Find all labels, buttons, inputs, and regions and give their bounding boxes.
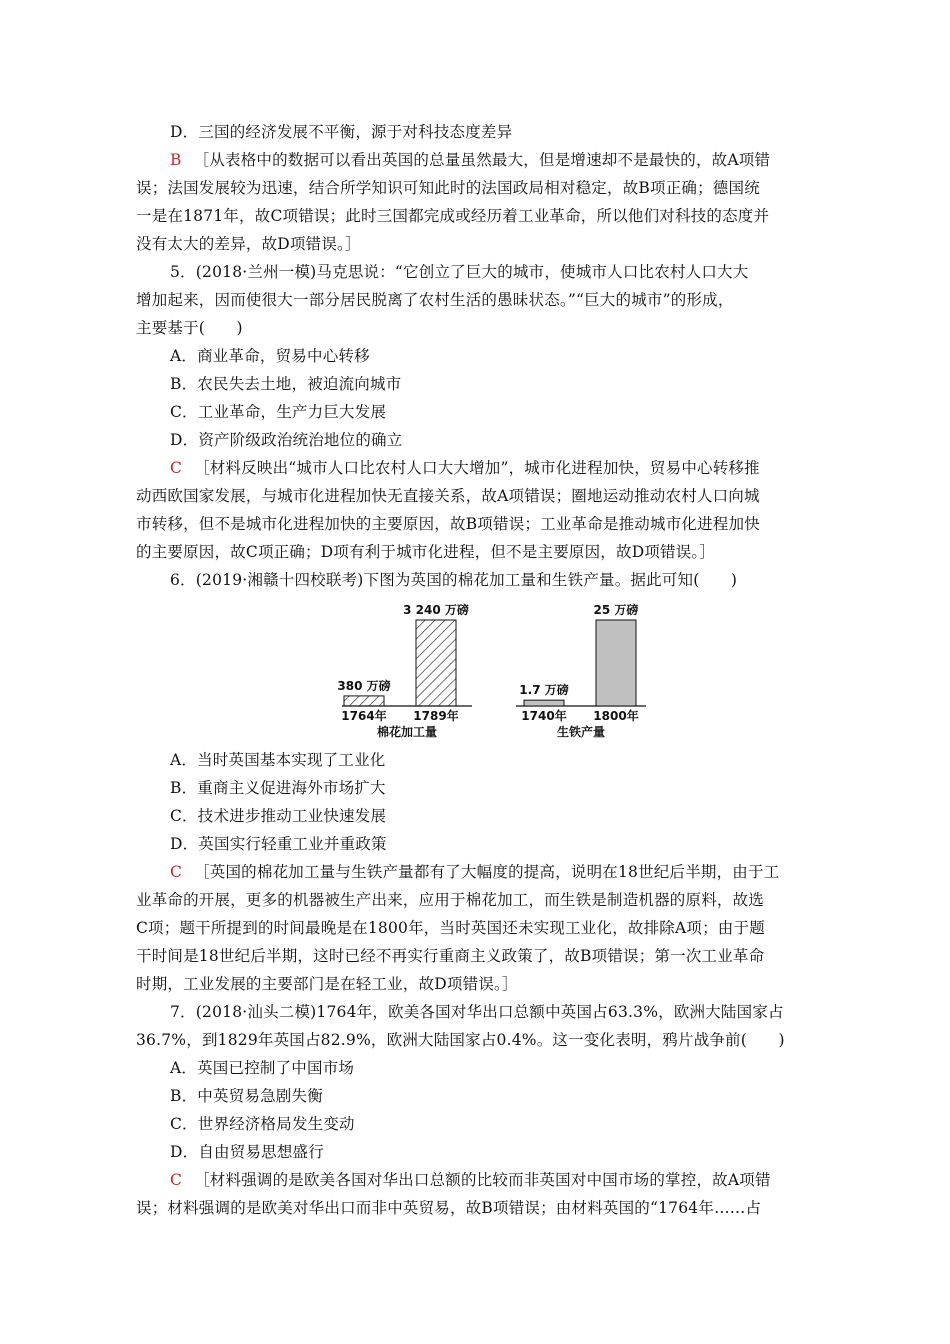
q4-option-d: D．三国的经济发展不平衡，源于对科技态度差异	[170, 123, 513, 141]
q4-explanation-line: B ［从表格中的数据可以看出英国的总量虽然最大，但是增速却不是最快的，故A项错	[170, 151, 771, 169]
q6-stem: 6．(2019·湘赣十四校联考)下图为英国的棉花加工量和生铁产量。据此可知( )	[170, 571, 738, 589]
q5-explanation-line: C ［材料反映出“城市人口比农村人口大大增加”，城市化进程加快，贸易中心转移推	[170, 459, 760, 477]
q7-option: D．自由贸易思想盛行	[170, 1143, 324, 1161]
q5-explanation-line: 市转移，但不是城市化进程加快的主要原因，故B项错误；工业革命是推动城市化进程加快	[136, 515, 760, 533]
q6-answer: C	[170, 863, 183, 881]
q6-option: B．重商主义促进海外市场扩大	[170, 779, 386, 797]
q7-stem-line: 7．(2018·汕头二模)1764年，欧美各国对华出口总额中英国占63.3%，欧洲大陆国家占	[170, 1003, 784, 1021]
q5-stem-line: 5．(2018·兰州一模)马克思说：“它创立了巨大的城市，使城市人口比农村人口大大	[170, 263, 749, 281]
q6-option: D．英国实行轻重工业并重政策	[170, 835, 387, 853]
cotton-value-label-1764: 380 万磅	[337, 678, 391, 693]
q4-explanation-line: 误；法国发展较为迅速，结合所学知识可知此时的法国政局相对稳定，故B项正确；德国统	[136, 179, 760, 197]
cotton-tick-1764: 1764年	[341, 709, 387, 723]
q6-explanation-line: C ［英国的棉花加工量与生铁产量都有了大幅度的提高，说明在18世纪后半期，由于工	[170, 863, 780, 881]
q7-answer: C	[170, 1171, 183, 1189]
iron-tick-1800: 1800年	[593, 709, 639, 723]
q6-option: A．当时英国基本实现了工业化	[170, 751, 386, 769]
q6-figure	[330, 596, 660, 746]
q5-explanation-line: 的主要原因，故C项正确；D项有利于城市化进程，但不是主要原因，故D项错误。］	[136, 543, 716, 561]
cotton-tick-1789: 1789年	[413, 709, 459, 723]
iron-chart-title: 生铁产量	[556, 725, 606, 739]
q7-option: B．中英贸易急剧失衡	[170, 1087, 323, 1105]
q5-option: B．农民失去土地，被迫流向城市	[170, 375, 402, 393]
cotton-chart-title: 棉花加工量	[376, 725, 438, 739]
q6-option: C．技术进步推动工业快速发展	[170, 807, 387, 825]
q7-explanation-line: 误；材料强调的是欧美对华出口而非中英贸易，故B项错误；由材料英国的“1764年……占	[136, 1199, 762, 1217]
q5-answer: C	[170, 459, 183, 477]
iron-chart	[516, 602, 646, 739]
cotton-bar-1764	[344, 696, 384, 706]
q7-option: A．英国已控制了中国市场	[170, 1059, 355, 1077]
q6-explanation-line: 干时间是18世纪后半期，这时已经不再实行重商主义政策了，故B项错误；第一次工业革命	[136, 947, 765, 965]
cotton-value-label-1789: 3 240 万磅	[403, 603, 469, 617]
q5-stem-line: 增加起来，因而使很大一部分居民脱离了农村生活的愚昧状态。”“巨大的城市”的形成，	[136, 291, 734, 309]
cotton-chart	[337, 602, 472, 739]
iron-bar-1800	[596, 620, 636, 706]
q5-option: A．商业革命，贸易中心转移	[170, 347, 370, 365]
iron-tick-1740: 1740年	[521, 709, 567, 723]
q5-explanation-line: 动西欧国家发展，与城市化进程加快无直接关系，故A项错误；圈地运动推动农村人口向城	[136, 487, 760, 505]
q6-explanation-line: C项；题干所提到的时间最晚是在1800年，当时英国还未实现工业化，故排除A项；由于题	[136, 919, 765, 937]
q7-option: C．世界经济格局发生变动	[170, 1115, 355, 1133]
q7-explanation-line: C ［材料强调的是欧美各国对华出口总额的比较而非英国对中国市场的掌控，故A项错	[170, 1171, 771, 1189]
q4-explanation-line: 没有太大的差异，故D项错误。］	[136, 235, 361, 253]
q5-stem-line: 主要基于( )	[136, 319, 243, 337]
iron-bar-1740	[524, 700, 564, 706]
q7-stem-line: 36.7%，到1829年英国占82.9%，欧洲大陆国家占0.4%。这一变化表明，鸦片战争前( )	[136, 1031, 785, 1049]
q5-option: C．工业革命，生产力巨大发展	[170, 403, 387, 421]
q4-explanation-line: 一是在1871年，故C项错误；此时三国都完成或经历着工业革命，所以他们对科技的态度并	[136, 207, 770, 225]
q5-option: D．资产阶级政治统治地位的确立	[170, 431, 403, 449]
iron-value-label-1740: 1.7 万磅	[519, 683, 569, 698]
iron-value-label-1800: 25 万磅	[593, 603, 639, 617]
q6-explanation-line: 时期，工业发展的主要部门是在轻工业，故D项错误。］	[136, 975, 518, 993]
q4-answer: B	[170, 151, 182, 169]
cotton-bar-1789	[416, 620, 456, 706]
q6-explanation-line: 业革命的开展，更多的机器被生产出来，应用于棉花加工，而生铁是制造机器的原料，故选	[136, 891, 765, 909]
